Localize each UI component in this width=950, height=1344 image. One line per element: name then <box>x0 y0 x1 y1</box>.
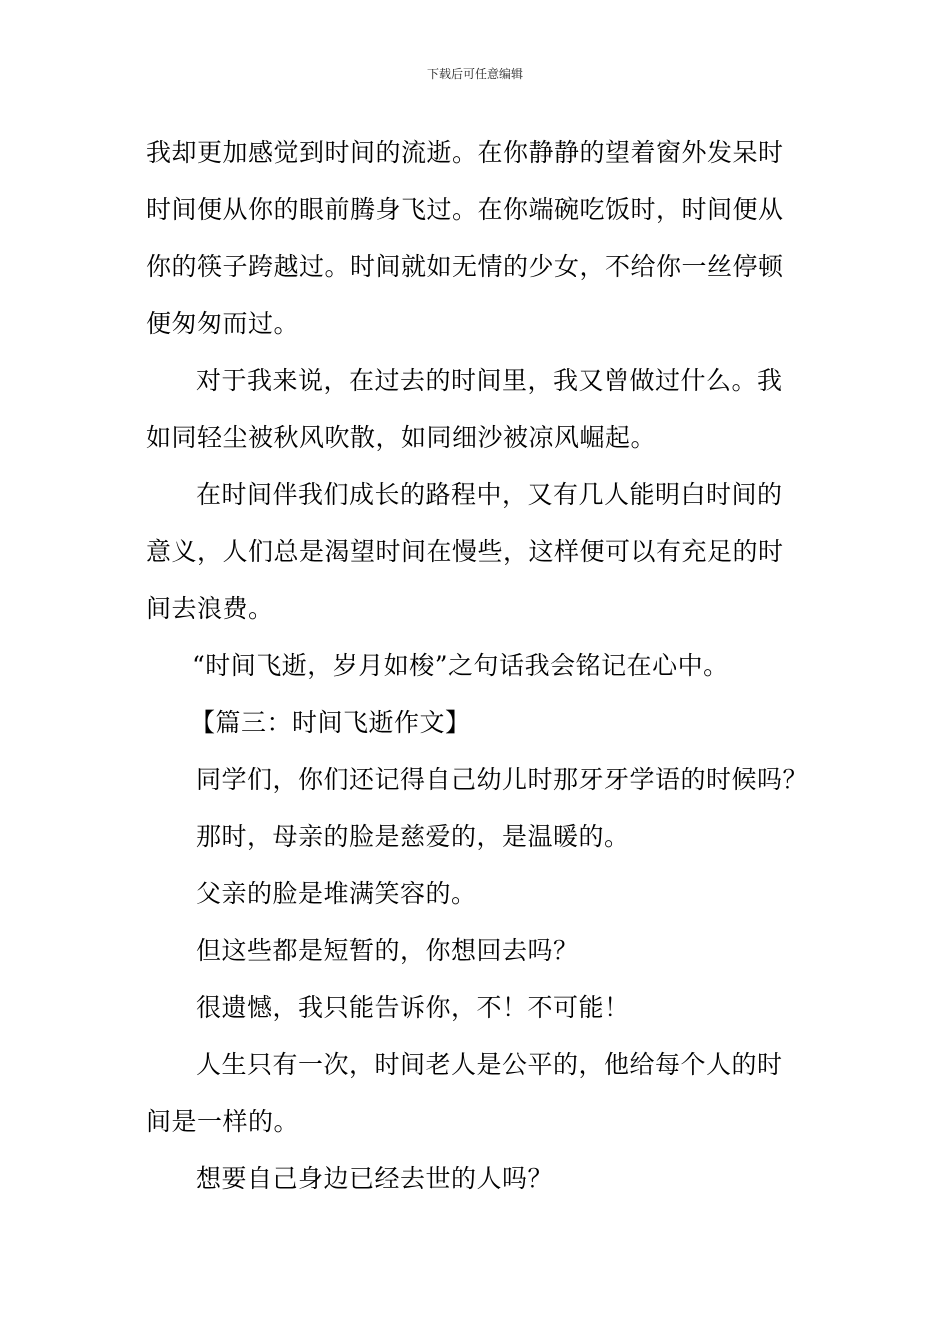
text-line: 间是一样的。 <box>146 1107 300 1136</box>
text-line: 时间便从你的眼前腾身飞过。在你端碗吃饭时，时间便从 <box>146 195 784 224</box>
text-line: 你的筷子跨越过。时间就如无情的少女，不给你一丝停顿 <box>146 252 784 281</box>
text-line: 但这些都是短暂的，你想回去吗？ <box>196 936 579 965</box>
text-line: 同学们，你们还记得自己幼儿时那牙牙学语的时候吗？ <box>196 765 809 794</box>
page-header: 下载后可任意编辑 <box>426 67 523 81</box>
text-line: 很遗憾，我只能告诉你，不！不可能！ <box>196 993 630 1022</box>
text-line: 在时间伴我们成长的路程中，又有几人能明白时间的 <box>196 480 783 509</box>
text-line: 想要自己身边已经去世的人吗？ <box>196 1164 554 1193</box>
section-heading: 【篇三：时间飞逝作文】 <box>190 708 471 737</box>
text-line: 便匆匆而过。 <box>146 309 300 338</box>
text-line: 如同轻尘被秋风吹散，如同细沙被凉风崛起。 <box>146 423 657 452</box>
text-line: “时间飞逝，岁月如梭”之句话我会铭记在心中。 <box>192 651 729 680</box>
text-line: 我却更加感觉到时间的流逝。在你静静的望着窗外发呆时 <box>146 138 784 167</box>
text-line: 意义，人们总是渴望时间在慢些，这样便可以有充足的时 <box>146 537 784 566</box>
text-line: 人生只有一次，时间老人是公平的，他给每个人的时 <box>196 1050 783 1079</box>
text-line: 对于我来说，在过去的时间里，我又曾做过什么。我 <box>196 366 783 395</box>
text-line: 间去浪费。 <box>146 594 274 623</box>
text-line: 那时，母亲的脸是慈爱的，是温暖的。 <box>196 822 630 851</box>
text-line: 父亲的脸是堆满笑容的。 <box>196 879 477 908</box>
